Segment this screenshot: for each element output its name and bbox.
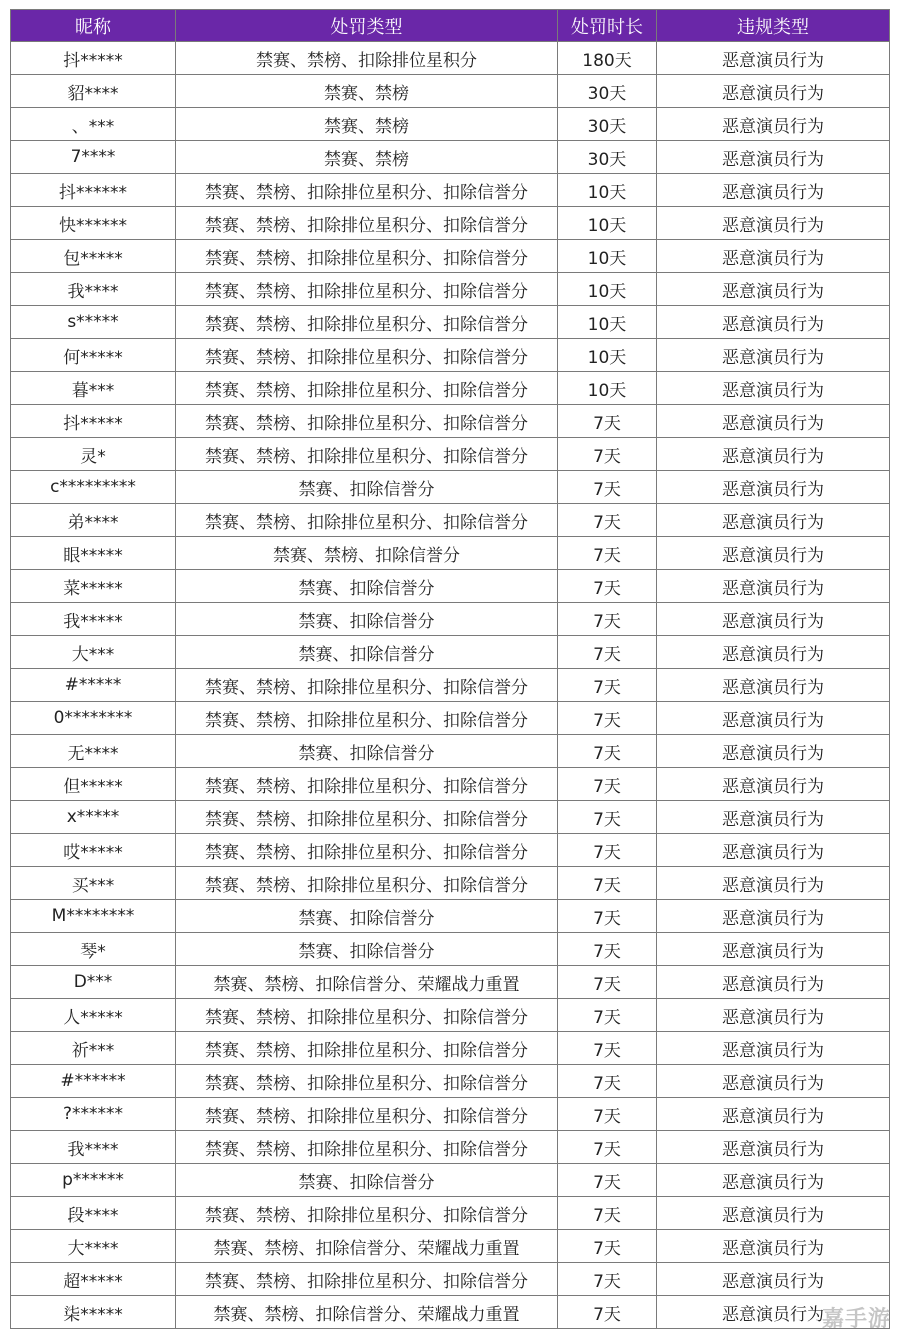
table-row [11,867,890,900]
penalty-duration-cell: 7天 [558,504,657,537]
nickname-cell: 大**** [11,1230,176,1263]
penalty-duration-cell: 7天 [558,999,657,1032]
penalty-duration-cell: 7天 [558,438,657,471]
penalty-type-cell: 禁赛、禁榜、扣除排位星积分、扣除信誉分 [176,207,558,240]
violation-type-cell: 恶意演员行为 [657,471,890,504]
penalty-duration-cell: 7天 [558,933,657,966]
penalty-duration-cell: 10天 [558,339,657,372]
penalty-duration-cell: 7天 [558,405,657,438]
nickname-cell: 柒***** [11,1296,176,1329]
penalty-type-cell: 禁赛、禁榜、扣除排位星积分、扣除信誉分 [176,306,558,339]
penalty-type-cell: 禁赛、禁榜、扣除信誉分、荣耀战力重置 [176,1296,558,1329]
penalty-type-cell: 禁赛、禁榜、扣除排位星积分、扣除信誉分 [176,1131,558,1164]
violation-type-cell: 恶意演员行为 [657,636,890,669]
nickname-cell: M******** [11,900,176,933]
header-penalty-duration: 处罚时长 [558,10,657,42]
table-row [11,339,890,372]
penalty-duration-cell: 7天 [558,1164,657,1197]
table-row [11,1197,890,1230]
table-row [11,75,890,108]
table-row [11,207,890,240]
penalty-type-cell: 禁赛、禁榜、扣除排位星积分、扣除信誉分 [176,504,558,537]
penalty-type-cell: 禁赛、禁榜、扣除信誉分、荣耀战力重置 [176,966,558,999]
violation-type-cell: 恶意演员行为 [657,207,890,240]
nickname-cell: 祈*** [11,1032,176,1065]
table-row [11,1032,890,1065]
violation-type-cell: 恶意演员行为 [657,768,890,801]
penalty-type-cell: 禁赛、禁榜、扣除排位星积分、扣除信誉分 [176,1098,558,1131]
table-row [11,240,890,273]
nickname-cell: 但***** [11,768,176,801]
penalty-duration-cell: 7天 [558,1230,657,1263]
table-row [11,1296,890,1329]
nickname-cell: c********* [11,471,176,504]
violation-type-cell: 恶意演员行为 [657,1263,890,1296]
penalty-duration-cell: 7天 [558,1131,657,1164]
watermark-logo: 嘉手游 [821,1307,891,1332]
nickname-cell: 菜***** [11,570,176,603]
table-row [11,570,890,603]
violation-type-cell: 恶意演员行为 [657,438,890,471]
penalty-duration-cell: 7天 [558,669,657,702]
violation-type-cell: 恶意演员行为 [657,669,890,702]
table-row [11,1263,890,1296]
penalty-duration-cell: 10天 [558,273,657,306]
penalty-duration-cell: 7天 [558,1032,657,1065]
penalty-duration-cell: 7天 [558,900,657,933]
nickname-cell: 眼***** [11,537,176,570]
violation-type-cell: 恶意演员行为 [657,801,890,834]
header-row [11,10,890,42]
penalty-type-cell: 禁赛、禁榜、扣除信誉分 [176,537,558,570]
nickname-cell: 7**** [11,141,176,174]
penalty-type-cell: 禁赛、禁榜、扣除排位星积分、扣除信誉分 [176,339,558,372]
violation-type-cell: 恶意演员行为 [657,174,890,207]
violation-type-cell: 恶意演员行为 [657,537,890,570]
nickname-cell: #****** [11,1065,176,1098]
penalty-type-cell: 禁赛、禁榜、扣除排位星积分、扣除信誉分 [176,768,558,801]
penalty-type-cell: 禁赛、扣除信誉分 [176,1164,558,1197]
penalty-duration-cell: 7天 [558,570,657,603]
violation-type-cell: 恶意演员行为 [657,141,890,174]
nickname-cell: 哎***** [11,834,176,867]
table-row [11,1131,890,1164]
penalty-type-cell: 禁赛、扣除信誉分 [176,636,558,669]
penalty-type-cell: 禁赛、禁榜、扣除排位星积分、扣除信誉分 [176,801,558,834]
table-row [11,669,890,702]
violation-type-cell: 恶意演员行为 [657,1065,890,1098]
penalty-type-cell: 禁赛、禁榜、扣除排位星积分、扣除信誉分 [176,1263,558,1296]
violation-type-cell: 恶意演员行为 [657,834,890,867]
nickname-cell: ?****** [11,1098,176,1131]
violation-type-cell: 恶意演员行为 [657,42,890,75]
penalty-duration-cell: 30天 [558,108,657,141]
penalty-duration-cell: 7天 [558,537,657,570]
violation-type-cell: 恶意演员行为 [657,273,890,306]
violation-type-cell: 恶意演员行为 [657,702,890,735]
table-header [11,10,890,42]
penalty-duration-cell: 7天 [558,768,657,801]
violation-type-cell: 恶意演员行为 [657,1098,890,1131]
violation-type-cell: 恶意演员行为 [657,1230,890,1263]
nickname-cell: 弟**** [11,504,176,537]
penalty-type-cell: 禁赛、扣除信誉分 [176,603,558,636]
table-row [11,504,890,537]
penalty-type-cell: 禁赛、禁榜、扣除排位星积分、扣除信誉分 [176,273,558,306]
nickname-cell: p****** [11,1164,176,1197]
table-row [11,735,890,768]
violation-type-cell: 恶意演员行为 [657,1197,890,1230]
penalty-type-cell: 禁赛、禁榜、扣除排位星积分、扣除信誉分 [176,999,558,1032]
nickname-cell: 包***** [11,240,176,273]
violation-type-cell: 恶意演员行为 [657,1164,890,1197]
nickname-cell: s***** [11,306,176,339]
nickname-cell: 暮*** [11,372,176,405]
penalty-duration-cell: 7天 [558,735,657,768]
violation-type-cell: 恶意演员行为 [657,504,890,537]
nickname-cell: 大*** [11,636,176,669]
penalty-type-cell: 禁赛、禁榜、扣除排位星积分、扣除信誉分 [176,174,558,207]
penalty-type-cell: 禁赛、禁榜、扣除排位星积分、扣除信誉分 [176,372,558,405]
penalty-type-cell: 禁赛、禁榜、扣除排位星积分、扣除信誉分 [176,405,558,438]
violation-type-cell: 恶意演员行为 [657,966,890,999]
penalty-type-cell: 禁赛、禁榜、扣除信誉分、荣耀战力重置 [176,1230,558,1263]
penalty-type-cell: 禁赛、禁榜、扣除排位星积分、扣除信誉分 [176,438,558,471]
penalty-duration-cell: 7天 [558,603,657,636]
penalty-type-cell: 禁赛、禁榜、扣除排位星积分、扣除信誉分 [176,702,558,735]
penalty-type-cell: 禁赛、禁榜、扣除排位星积分、扣除信誉分 [176,240,558,273]
table-row [11,1065,890,1098]
table-row [11,768,890,801]
nickname-cell: 貂**** [11,75,176,108]
nickname-cell: 抖***** [11,405,176,438]
nickname-cell: 快****** [11,207,176,240]
nickname-cell: 灵* [11,438,176,471]
penalty-duration-cell: 10天 [558,306,657,339]
penalty-duration-cell: 7天 [558,636,657,669]
table-row [11,1230,890,1263]
table-row [11,900,890,933]
penalty-duration-cell: 7天 [558,471,657,504]
nickname-cell: 超***** [11,1263,176,1296]
table-row [11,42,890,75]
penalty-duration-cell: 7天 [558,1296,657,1329]
table-row [11,966,890,999]
nickname-cell: 抖***** [11,42,176,75]
table-row [11,834,890,867]
violation-type-cell: 恶意演员行为 [657,240,890,273]
nickname-cell: 琴* [11,933,176,966]
violation-type-cell: 恶意演员行为 [657,108,890,141]
nickname-cell: D*** [11,966,176,999]
table-row [11,273,890,306]
table-row [11,702,890,735]
nickname-cell: 抖****** [11,174,176,207]
table-row [11,999,890,1032]
penalty-duration-cell: 7天 [558,867,657,900]
table-row [11,108,890,141]
penalty-duration-cell: 7天 [558,1197,657,1230]
violation-type-cell: 恶意演员行为 [657,867,890,900]
penalty-type-cell: 禁赛、禁榜、扣除排位星积分、扣除信誉分 [176,867,558,900]
violation-type-cell: 恶意演员行为 [657,603,890,636]
nickname-cell: 买*** [11,867,176,900]
violation-type-cell: 恶意演员行为 [657,306,890,339]
penalty-duration-cell: 7天 [558,1263,657,1296]
violation-type-cell: 恶意演员行为 [657,75,890,108]
violation-type-cell: 恶意演员行为 [657,372,890,405]
table-row [11,306,890,339]
penalty-type-cell: 禁赛、禁榜、扣除排位星积分、扣除信誉分 [176,834,558,867]
table-row [11,636,890,669]
penalty-table-container [10,9,889,1329]
violation-type-cell: 恶意演员行为 [657,1032,890,1065]
penalty-duration-cell: 7天 [558,1098,657,1131]
penalty-duration-cell: 7天 [558,966,657,999]
table-row [11,1164,890,1197]
nickname-cell: 、*** [11,108,176,141]
penalty-type-cell: 禁赛、禁榜、扣除排位星积分 [176,42,558,75]
nickname-cell: 我***** [11,603,176,636]
nickname-cell: 0******** [11,702,176,735]
violation-type-cell: 恶意演员行为 [657,339,890,372]
penalty-duration-cell: 30天 [558,75,657,108]
penalty-duration-cell: 7天 [558,1065,657,1098]
penalty-type-cell: 禁赛、扣除信誉分 [176,900,558,933]
violation-type-cell: 恶意演员行为 [657,933,890,966]
table-row [11,372,890,405]
nickname-cell: 我**** [11,273,176,306]
table-row [11,933,890,966]
penalty-duration-cell: 30天 [558,141,657,174]
penalty-type-cell: 禁赛、禁榜 [176,75,558,108]
violation-type-cell: 恶意演员行为 [657,570,890,603]
violation-type-cell: 恶意演员行为 [657,1296,890,1329]
penalty-duration-cell: 7天 [558,834,657,867]
table-body [11,42,890,1329]
violation-type-cell: 恶意演员行为 [657,735,890,768]
penalty-duration-cell: 10天 [558,240,657,273]
penalty-type-cell: 禁赛、扣除信誉分 [176,570,558,603]
penalty-type-cell: 禁赛、禁榜、扣除排位星积分、扣除信誉分 [176,1197,558,1230]
penalty-type-cell: 禁赛、扣除信誉分 [176,471,558,504]
penalty-duration-cell: 7天 [558,801,657,834]
penalty-duration-cell: 10天 [558,174,657,207]
nickname-cell: #***** [11,669,176,702]
table-row [11,141,890,174]
violation-type-cell: 恶意演员行为 [657,1131,890,1164]
penalty-type-cell: 禁赛、扣除信誉分 [176,933,558,966]
table-row [11,174,890,207]
nickname-cell: x***** [11,801,176,834]
nickname-cell: 何***** [11,339,176,372]
penalty-duration-cell: 180天 [558,42,657,75]
penalty-type-cell: 禁赛、禁榜 [176,141,558,174]
header-penalty-type: 处罚类型 [176,10,558,42]
table-row [11,537,890,570]
penalty-table [10,9,890,1329]
nickname-cell: 人***** [11,999,176,1032]
table-row [11,603,890,636]
penalty-type-cell: 禁赛、禁榜、扣除排位星积分、扣除信誉分 [176,669,558,702]
penalty-duration-cell: 10天 [558,372,657,405]
penalty-type-cell: 禁赛、禁榜、扣除排位星积分、扣除信誉分 [176,1032,558,1065]
table-row [11,471,890,504]
table-row [11,1098,890,1131]
nickname-cell: 无**** [11,735,176,768]
table-row [11,801,890,834]
violation-type-cell: 恶意演员行为 [657,405,890,438]
violation-type-cell: 恶意演员行为 [657,999,890,1032]
penalty-type-cell: 禁赛、禁榜 [176,108,558,141]
violation-type-cell: 恶意演员行为 [657,900,890,933]
penalty-duration-cell: 10天 [558,207,657,240]
penalty-duration-cell: 7天 [558,702,657,735]
nickname-cell: 我**** [11,1131,176,1164]
table-row [11,405,890,438]
table-row [11,438,890,471]
nickname-cell: 段**** [11,1197,176,1230]
header-violation-type: 违规类型 [657,10,890,42]
penalty-type-cell: 禁赛、禁榜、扣除排位星积分、扣除信誉分 [176,1065,558,1098]
header-nickname: 昵称 [11,10,176,42]
penalty-type-cell: 禁赛、扣除信誉分 [176,735,558,768]
